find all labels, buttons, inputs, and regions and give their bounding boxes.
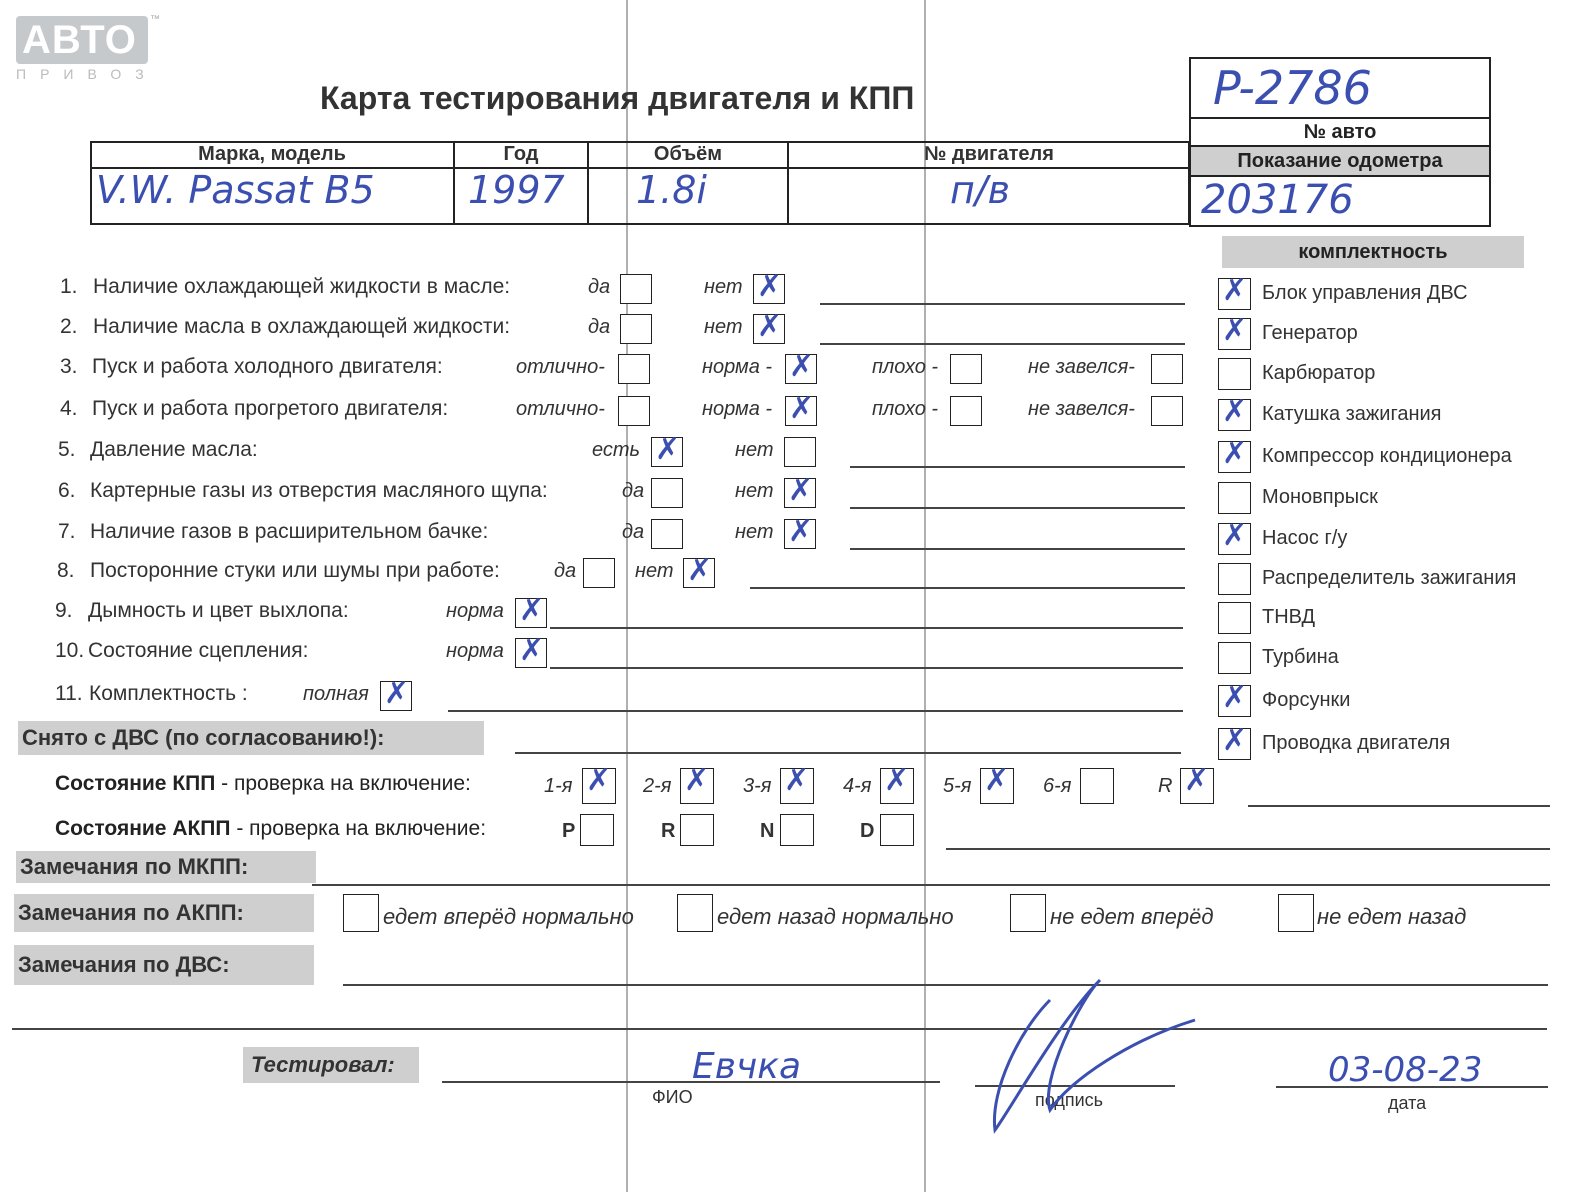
question-option-label: норма bbox=[446, 600, 504, 622]
volume-value: 1.8i bbox=[636, 168, 707, 212]
question-option-label: да bbox=[588, 316, 611, 338]
kpp-gear-label: 6-я bbox=[1043, 775, 1072, 797]
question-text: Посторонние стуки или шумы при работе: bbox=[90, 559, 500, 582]
question-option-label: да bbox=[554, 560, 577, 582]
akpp-mode-label: D bbox=[860, 820, 875, 842]
question-checkbox-mark: ✗ bbox=[519, 593, 545, 628]
completeness-checkbox-mark: ✗ bbox=[1222, 436, 1248, 471]
question-option-label: отлично- bbox=[516, 398, 605, 420]
odometer-box bbox=[1189, 145, 1491, 227]
akpp-remark-checkbox[interactable] bbox=[1010, 894, 1046, 932]
question-text: Давление масла: bbox=[90, 438, 258, 461]
completeness-checkbox-mark: ✗ bbox=[1222, 313, 1248, 348]
fio-line[interactable] bbox=[442, 1081, 940, 1083]
logo-sub: ПРИВОЗ bbox=[16, 66, 158, 82]
question-number: 8. bbox=[57, 559, 75, 582]
question-number: 11. bbox=[55, 682, 83, 705]
question-checkbox[interactable] bbox=[618, 396, 650, 426]
akpp-mode-label: N bbox=[760, 820, 775, 842]
question-comment-line[interactable] bbox=[850, 548, 1185, 550]
remarks-mkpp-line[interactable] bbox=[312, 884, 1550, 886]
car-number-label: № авто bbox=[1303, 121, 1377, 143]
question-option-label: не завелся- bbox=[1028, 398, 1135, 420]
remarks-dvs-line[interactable] bbox=[343, 984, 1548, 986]
tested-label: Тестировал: bbox=[243, 1047, 419, 1083]
completeness-item-label: ТНВД bbox=[1262, 606, 1316, 628]
completeness-item-label: Моновпрыск bbox=[1262, 486, 1378, 508]
completeness-checkbox-mark: ✗ bbox=[1222, 394, 1248, 429]
kpp-gear-label: 1-я bbox=[544, 775, 573, 797]
completeness-checkbox-mark: ✗ bbox=[1222, 680, 1248, 715]
question-option-label: да bbox=[622, 521, 645, 543]
car-number-box bbox=[1189, 57, 1491, 147]
kpp-gear-checkbox[interactable] bbox=[1080, 768, 1114, 804]
kpp-gear-checkbox-mark: ✗ bbox=[784, 763, 810, 798]
question-checkbox[interactable] bbox=[784, 437, 816, 467]
car-number-value: P-2786 bbox=[1213, 61, 1372, 115]
question-comment-line[interactable] bbox=[850, 507, 1185, 509]
question-checkbox-mark: ✗ bbox=[789, 349, 815, 384]
completeness-item-label: Распределитель зажигания bbox=[1262, 567, 1517, 589]
removed-line[interactable] bbox=[515, 752, 1181, 754]
odometer-value: 203176 bbox=[1201, 177, 1354, 223]
akpp-mode-checkbox[interactable] bbox=[580, 814, 614, 846]
fio-label: ФИО bbox=[652, 1087, 693, 1107]
question-checkbox[interactable] bbox=[950, 354, 982, 384]
question-number: 3. bbox=[60, 355, 78, 378]
question-number: 10. bbox=[55, 639, 85, 662]
question-number: 4. bbox=[60, 397, 78, 420]
question-number: 7. bbox=[58, 520, 76, 543]
question-number: 1. bbox=[60, 275, 78, 298]
kpp-gear-label: 5-я bbox=[943, 775, 972, 797]
question-comment-line[interactable] bbox=[820, 343, 1185, 345]
completeness-item-label: Генератор bbox=[1262, 322, 1358, 344]
completeness-item-label: Форсунки bbox=[1262, 689, 1351, 711]
question-option-label: нет bbox=[735, 521, 774, 543]
akpp-remark-label: едет назад нормально bbox=[717, 904, 954, 929]
completeness-checkbox[interactable] bbox=[1218, 642, 1251, 674]
question-comment-line[interactable] bbox=[850, 466, 1185, 468]
question-option-label: да bbox=[588, 276, 611, 298]
question-option-label: нет bbox=[704, 316, 743, 338]
akpp-remark-checkbox[interactable] bbox=[677, 894, 713, 932]
question-text: Картерные газы из отверстия масляного щупа: bbox=[90, 479, 548, 502]
logo-brand: АВТО bbox=[16, 16, 148, 64]
question-option-label: плохо - bbox=[872, 398, 939, 420]
removed-label: Снято с ДВС (по согласованию!): bbox=[18, 721, 484, 755]
akpp-remark-label: едет вперёд нормально bbox=[383, 904, 634, 929]
question-text: Пуск и работа прогретого двигателя: bbox=[92, 397, 449, 420]
signature-scribble bbox=[980, 960, 1210, 1140]
remarks-dvs-label: Замечания по ДВС: bbox=[14, 945, 314, 985]
question-option-label: нет bbox=[735, 439, 774, 461]
tester-name: Евчка bbox=[692, 1046, 802, 1087]
kpp-gear-label: 2-я bbox=[643, 775, 672, 797]
completeness-item-label: Проводка двигателя bbox=[1262, 732, 1451, 754]
question-number: 5. bbox=[58, 438, 76, 461]
page-title: Карта тестирования двигателя и КПП bbox=[320, 80, 915, 116]
question-text: Наличие охлаждающей жидкости в масле: bbox=[93, 275, 511, 298]
question-option-label: норма - bbox=[702, 398, 773, 420]
akpp-mode-label: R bbox=[661, 820, 676, 842]
completeness-checkbox[interactable] bbox=[1218, 563, 1251, 595]
logo-tm: ™ bbox=[150, 14, 160, 25]
question-option-label: плохо - bbox=[872, 356, 939, 378]
question-option-label: отлично- bbox=[516, 356, 605, 378]
completeness-item-label: Турбина bbox=[1262, 646, 1339, 668]
remarks-akpp-label: Замечания по АКПП: bbox=[14, 894, 314, 932]
question-comment-line[interactable] bbox=[448, 710, 1183, 712]
date-value: 03-08-23 bbox=[1328, 1050, 1483, 1090]
kpp-gear-checkbox-mark: ✗ bbox=[586, 763, 612, 798]
question-checkbox[interactable] bbox=[618, 354, 650, 384]
engine-number-value: п/в bbox=[950, 168, 1011, 212]
signature-label: подпись bbox=[1035, 1090, 1104, 1110]
akpp-mode-checkbox[interactable] bbox=[680, 814, 714, 846]
akpp-mode-label: P bbox=[562, 820, 576, 842]
completeness-item-label: Насос г/у bbox=[1262, 527, 1348, 549]
remarks-extra-line[interactable] bbox=[12, 1028, 1547, 1030]
date-label: дата bbox=[1388, 1093, 1427, 1113]
question-option-label: норма - bbox=[702, 356, 773, 378]
akpp-remark-label: не едет вперёд bbox=[1050, 904, 1214, 929]
question-number: 9. bbox=[55, 599, 73, 622]
question-checkbox[interactable] bbox=[620, 274, 652, 304]
model-label: Марка, модель bbox=[198, 143, 346, 165]
engine-number-label: № двигателя bbox=[924, 143, 1054, 165]
question-checkbox-mark: ✗ bbox=[788, 473, 814, 508]
question-comment-line[interactable] bbox=[750, 587, 1185, 589]
akpp-remark-checkbox[interactable] bbox=[1278, 894, 1314, 932]
question-checkbox-mark: ✗ bbox=[757, 269, 783, 304]
question-option-label: нет bbox=[735, 480, 774, 502]
completeness-checkbox[interactable] bbox=[1218, 602, 1251, 634]
question-option-label: да bbox=[622, 480, 645, 502]
question-checkbox-mark: ✗ bbox=[757, 309, 783, 344]
akpp-mode-checkbox[interactable] bbox=[880, 814, 914, 846]
question-checkbox-mark: ✗ bbox=[655, 432, 681, 467]
completeness-checkbox-mark: ✗ bbox=[1222, 723, 1248, 758]
odometer-label: Показание одометра bbox=[1191, 147, 1489, 175]
question-number: 6. bbox=[58, 479, 76, 502]
completeness-item-label: Компрессор кондиционера bbox=[1262, 445, 1512, 467]
question-checkbox[interactable] bbox=[583, 558, 615, 588]
completeness-item-label: Блок управления ДВС bbox=[1262, 282, 1468, 304]
kpp-gear-checkbox-mark: ✗ bbox=[684, 763, 710, 798]
model-value: V.W. Passat B5 bbox=[96, 168, 375, 212]
completeness-item-label: Катушка зажигания bbox=[1262, 403, 1442, 425]
kpp-gear-checkbox-mark: ✗ bbox=[1184, 763, 1210, 798]
kpp-gear-label: 4-я bbox=[843, 775, 872, 797]
question-text: Дымность и цвет выхлопа: bbox=[88, 599, 349, 622]
year-value: 1997 bbox=[468, 168, 565, 212]
question-checkbox-mark: ✗ bbox=[788, 514, 814, 549]
question-checkbox-mark: ✗ bbox=[519, 633, 545, 668]
completeness-checkbox-mark: ✗ bbox=[1222, 273, 1248, 308]
akpp-remark-checkbox[interactable] bbox=[343, 894, 379, 932]
volume-label: Объём bbox=[653, 143, 723, 165]
akpp-line[interactable] bbox=[946, 848, 1550, 850]
question-option-label: нет bbox=[704, 276, 743, 298]
akpp-remark-label: не едет назад bbox=[1317, 904, 1467, 929]
question-comment-line[interactable] bbox=[820, 303, 1185, 305]
question-option-label: полная bbox=[303, 683, 369, 705]
completeness-checkbox[interactable] bbox=[1218, 358, 1251, 390]
remarks-mkpp-label: Замечания по МКПП: bbox=[16, 851, 316, 883]
akpp-mode-checkbox[interactable] bbox=[780, 814, 814, 846]
question-number: 2. bbox=[60, 315, 78, 338]
car-number-divider bbox=[1191, 117, 1489, 119]
question-comment-line[interactable] bbox=[550, 627, 1183, 629]
kpp-label: Состояние КПП - проверка на включение: bbox=[55, 772, 471, 795]
question-option-label: норма bbox=[446, 640, 504, 662]
kpp-line[interactable] bbox=[1248, 805, 1550, 807]
question-text: Наличие масла в охлаждающей жидкости: bbox=[93, 315, 511, 338]
question-text: Наличие газов в расширительном бачке: bbox=[90, 520, 489, 543]
question-checkbox[interactable] bbox=[1151, 354, 1183, 384]
question-option-label: не завелся- bbox=[1028, 356, 1135, 378]
question-text: Состояние сцепления: bbox=[88, 639, 309, 662]
question-text: Пуск и работа холодного двигателя: bbox=[92, 355, 443, 378]
question-comment-line[interactable] bbox=[550, 667, 1183, 669]
kpp-gear-label: 3-я bbox=[743, 775, 772, 797]
kpp-gear-checkbox-mark: ✗ bbox=[884, 763, 910, 798]
question-checkbox[interactable] bbox=[1151, 396, 1183, 426]
question-text: Комплектность : bbox=[89, 682, 248, 705]
question-checkbox[interactable] bbox=[620, 314, 652, 344]
akpp-label: Состояние АКПП - проверка на включение: bbox=[55, 817, 487, 840]
question-option-label: нет bbox=[635, 560, 674, 582]
completeness-header: комплектность bbox=[1222, 236, 1524, 268]
kpp-gear-label: R bbox=[1158, 775, 1173, 797]
question-checkbox[interactable] bbox=[651, 519, 683, 549]
question-checkbox-mark: ✗ bbox=[384, 676, 410, 711]
question-checkbox[interactable] bbox=[950, 396, 982, 426]
question-checkbox-mark: ✗ bbox=[789, 391, 815, 426]
question-checkbox-mark: ✗ bbox=[687, 553, 713, 588]
kpp-gear-checkbox-mark: ✗ bbox=[984, 763, 1010, 798]
completeness-checkbox-mark: ✗ bbox=[1222, 518, 1248, 553]
completeness-item-label: Карбюратор bbox=[1262, 362, 1376, 384]
year-label: Год bbox=[503, 143, 539, 165]
question-option-label: есть bbox=[592, 439, 641, 461]
completeness-checkbox[interactable] bbox=[1218, 482, 1251, 514]
question-checkbox[interactable] bbox=[651, 478, 683, 508]
